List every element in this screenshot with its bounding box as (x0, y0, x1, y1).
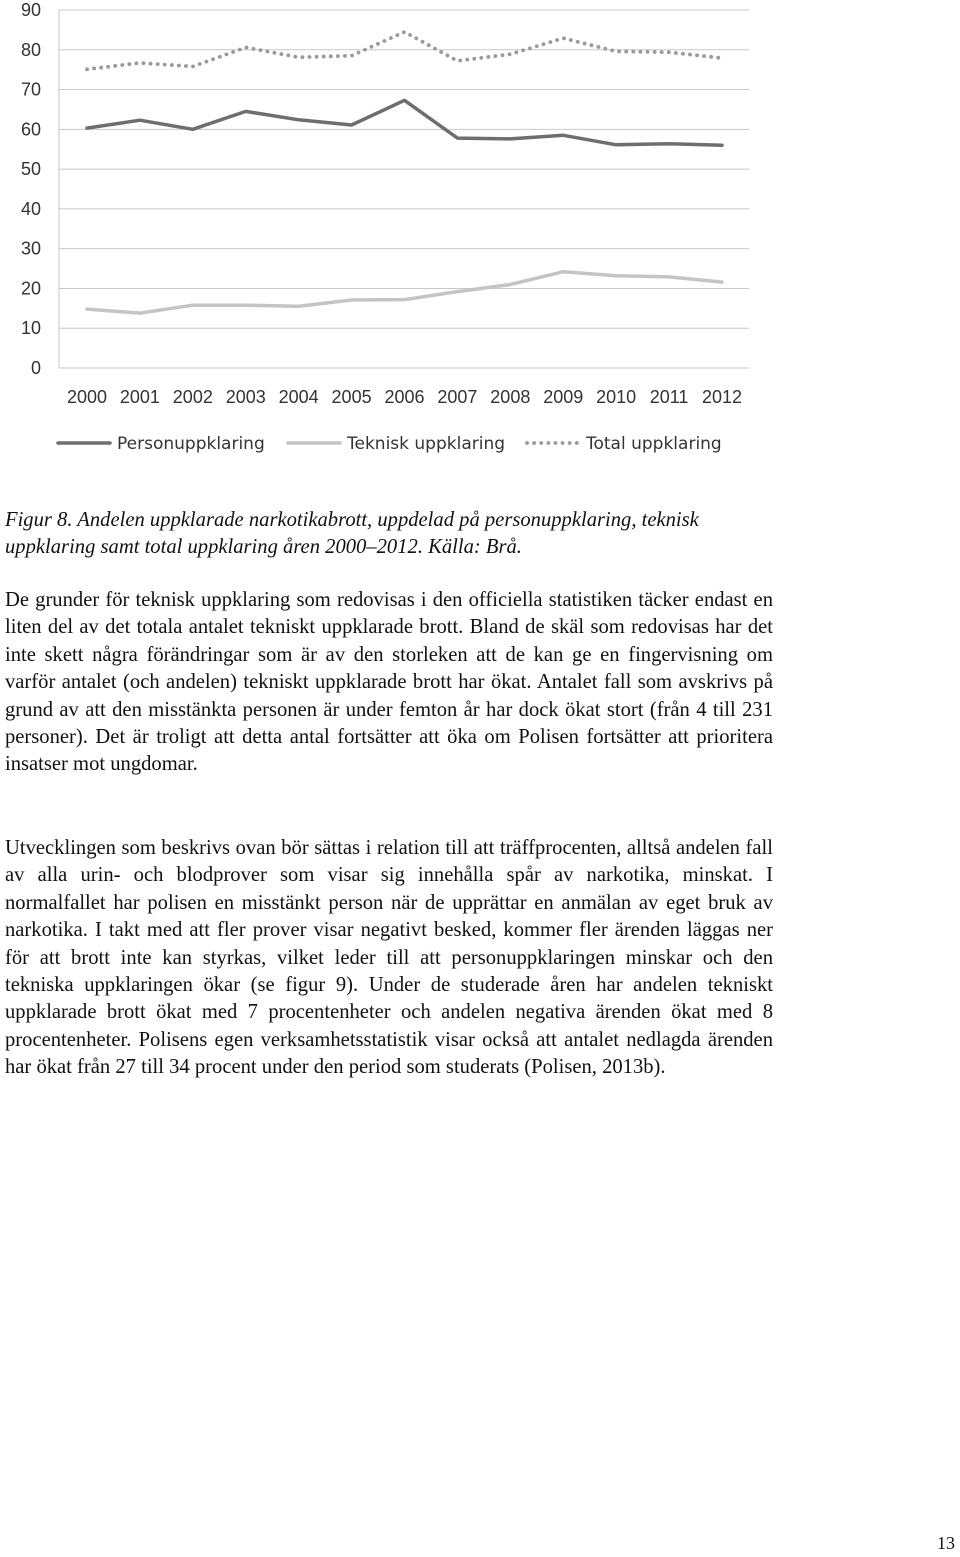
x-tick-label: 2001 (119, 387, 160, 407)
y-axis-ticks (21, 0, 41, 378)
series-line (87, 272, 722, 313)
legend-label: Personuppklaring (117, 434, 265, 454)
series-line (87, 32, 722, 69)
chart-gridlines (59, 10, 749, 368)
chart-series (87, 32, 722, 313)
page-number: 13 (937, 1533, 955, 1553)
chart-legend (58, 434, 722, 454)
x-tick-label: 2009 (543, 387, 584, 407)
x-tick-label: 2010 (596, 387, 637, 407)
x-tick-label: 2005 (331, 387, 372, 407)
x-tick-label: 2002 (172, 387, 213, 407)
y-tick-label: 10 (20, 318, 41, 339)
y-tick-label: 50 (20, 159, 41, 180)
y-tick-label: 80 (20, 39, 41, 60)
x-tick-label: 2007 (437, 387, 478, 407)
x-axis-ticks (67, 387, 742, 407)
figure-caption: Figur 8. Andelen uppklarade narkotikabrott, uppdelad på personuppklaring, teknisk uppklaring samt total uppklaring åren 2000–2012. Källa: Brå. (5, 509, 699, 559)
legend-label: Teknisk uppklaring (347, 434, 506, 454)
y-tick-label: 70 (20, 79, 41, 100)
x-tick-label: 2006 (384, 387, 425, 407)
x-tick-label: 2003 (225, 387, 266, 407)
x-tick-label: 2012 (701, 387, 743, 407)
line-chart (0, 0, 960, 470)
x-tick-label: 2004 (278, 387, 319, 407)
x-tick-label: 2000 (66, 387, 108, 407)
series-line (87, 100, 722, 145)
x-tick-label: 2008 (490, 387, 531, 407)
y-tick-label: 20 (20, 278, 41, 299)
y-tick-label: 40 (20, 198, 41, 219)
y-tick-label: 30 (20, 238, 41, 259)
paragraph-2: Utvecklingen som beskrivs ovan bör sättas i relation till att träffprocenten, alltså andelen fall av alla urin- och blodprover som visar sig innehålla spår av narkotika, minskat. I normalfallet har polisen en misstänkt person när de upprättar en anmälan av eget bruk av narkotika. I takt med att fler prover visar negativt besked, kommer fler ärenden läggas ner för att brott inte kan styrkas, vilket leder till att personuppklaringen minskar och den tekniska uppklaringen ökar (se figur 9). Under de studerade åren har andelen tekniskt uppklarade brott ökat med 7 procentenheter och andelen negativa ärenden ökat med 8 procentenheter. Polisens egen verksamhetsstatistik visar också att antalet nedlagda ärenden har ökat från 27 till 34 procent under den period som studerats (Polisen, 2013b). (5, 837, 773, 1079)
y-tick-label: 90 (20, 0, 41, 20)
x-tick-label: 2011 (649, 387, 689, 407)
y-tick-label: 0 (30, 358, 41, 378)
paragraph-1: De grunder för teknisk uppklaring som redovisas i den officiella statistiken täcker endast en liten del av det totala antalet tekniskt uppklarade brott. Bland de skäl som redovisas har det inte skett några förändringar som är av den storleken att de kan ge en fingervisning om varför antalet (och andelen) tekniskt uppklarade brott har ökat. Antalet fall som avskrivs på grund av att den misstänkta personen är under femton år har dock ökat stort (från 4 till 231 personer). Det är troligt att detta antal fortsätter att öka om Polisen fortsätter att prioritera insatser mot ungdomar. (5, 589, 773, 776)
y-tick-label: 60 (20, 119, 41, 140)
legend-label: Total uppklaring (586, 434, 722, 454)
